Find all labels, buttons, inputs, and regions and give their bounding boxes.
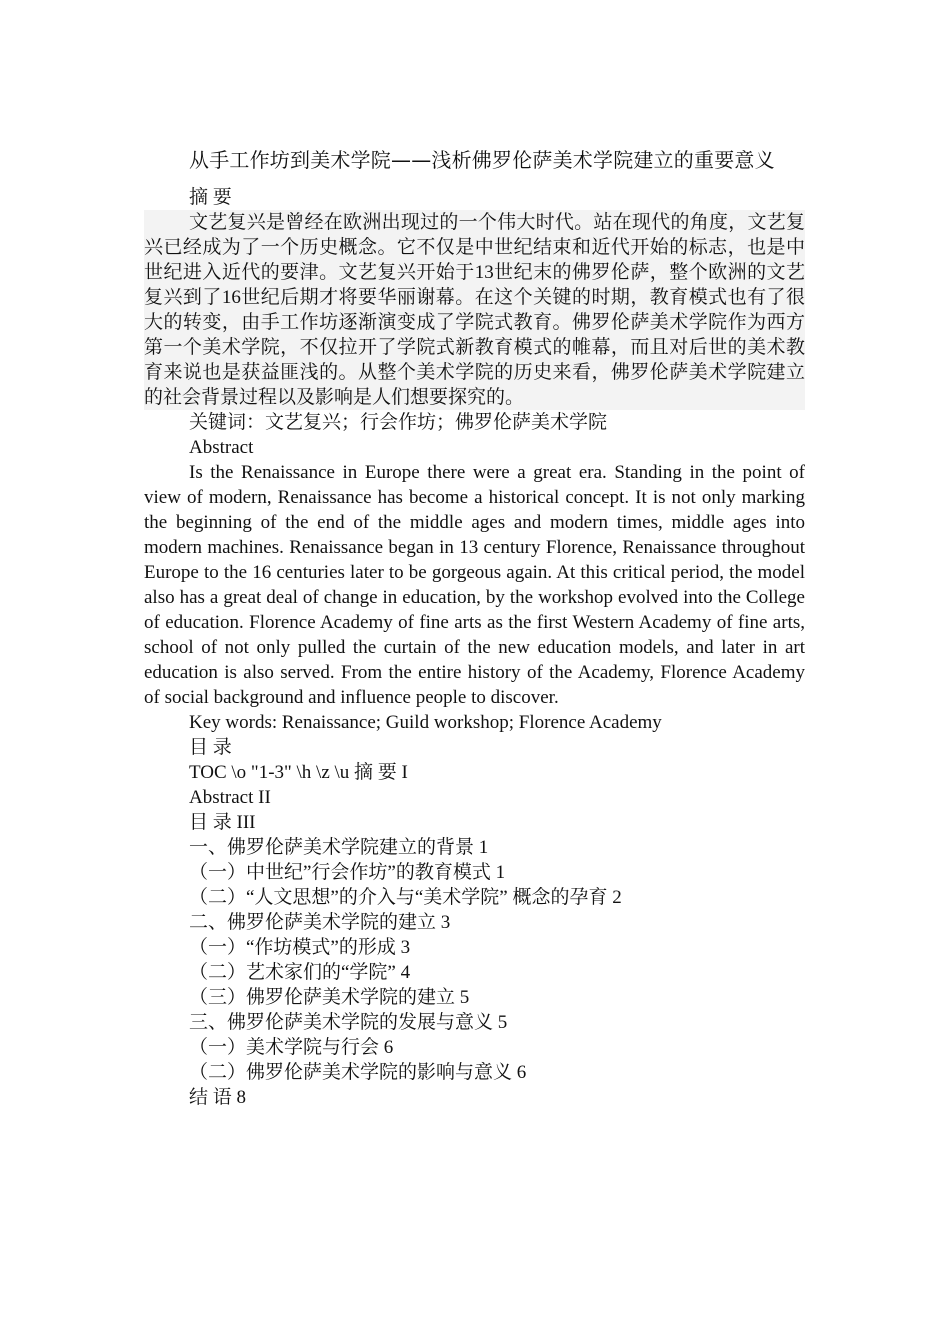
abstract-en-keywords: Key words: Renaissance; Guild workshop; Florence Academy	[189, 712, 662, 733]
abstract-cn-body: 文艺复兴是曾经在欧洲出现过的一个伟大时代。站在现代的角度，文艺复兴已经成为了一个历史概念。它不仅是中世纪结束和近代开始的标志，也是中世纪进入近代的要津。文艺复兴开始于13世纪末的佛罗伦萨，整个欧洲的文艺复兴到了16世纪后期才将要华丽谢幕。在这个关键的时期，教育模式也有了很大的转变，由手工作坊逐渐演变成了学院式教育。佛罗伦萨美术学院作为西方第一个美术学院，不仅拉开了学院式新教育模式的帷幕，而且对后世的美术教育来说也是获益匪浅的。从整个美术学院的历史来看，佛罗伦萨美术学院建立的社会背景过程以及影响是人们想要探究的。	[144, 212, 805, 408]
abstract-cn-keywords: 关键词：文艺复兴；行会作坊；佛罗伦萨美术学院	[189, 412, 608, 433]
toc-entry[interactable]: （一）“作坊模式”的形成 3	[189, 937, 411, 958]
toc-entry[interactable]: （二）佛罗伦萨美术学院的影响与意义 6	[189, 1062, 527, 1083]
abstract-cn-heading: 摘 要	[189, 187, 232, 208]
document-content	[144, 135, 805, 1110]
toc-entry[interactable]: 二、佛罗伦萨美术学院的建立 3	[189, 912, 451, 933]
abstract-en-body: Is the Renaissance in Europe there were a great era. Standing in the point of view of modern, Renaissance has become a historical concept. It is not only marking the beginning of the end of the middle ages and modern times, middle ages into modern machines. Renaissance began in 13 century Florence, Renaissance throughout Europe to the 16 centuries later to be gorgeous again. At this critical period, the model also has a great deal of change in education, by the workshop evolved into the College of education. Florence Academy of fine arts as the first Western Academy of fine arts, school of not only pulled the curtain of the new education models, and later in art education is also served. From the entire history of the Academy, Florence Academy of social background and influence people to discover.	[144, 462, 805, 708]
toc-field-code: TOC \o "1-3" \h \z \u 摘 要 I	[189, 762, 408, 783]
toc-entry[interactable]: （三）佛罗伦萨美术学院的建立 5	[189, 987, 470, 1008]
toc-entry[interactable]: 目 录 III	[189, 812, 256, 833]
toc-entry[interactable]: （一）中世纪”行会作坊”的教育模式 1	[189, 862, 506, 883]
toc-heading: 目 录	[189, 737, 232, 758]
document-title: 从手工作坊到美术学院——浅析佛罗伦萨美术学院建立的重要意义	[189, 148, 775, 172]
abstract-en-heading: Abstract	[189, 437, 254, 458]
toc-entry[interactable]: （二）艺术家们的“学院” 4	[189, 962, 411, 983]
toc-entry[interactable]: 一、佛罗伦萨美术学院建立的背景 1	[189, 837, 489, 858]
toc-entry[interactable]: 三、佛罗伦萨美术学院的发展与意义 5	[189, 1012, 508, 1033]
toc-entry[interactable]: 结 语 8	[189, 1087, 247, 1108]
toc-entry[interactable]: （二）“人文思想”的介入与“美术学院” 概念的孕育 2	[189, 887, 622, 908]
toc-entry[interactable]: （一）美术学院与行会 6	[189, 1037, 394, 1058]
toc-entry[interactable]: Abstract II	[189, 787, 271, 808]
